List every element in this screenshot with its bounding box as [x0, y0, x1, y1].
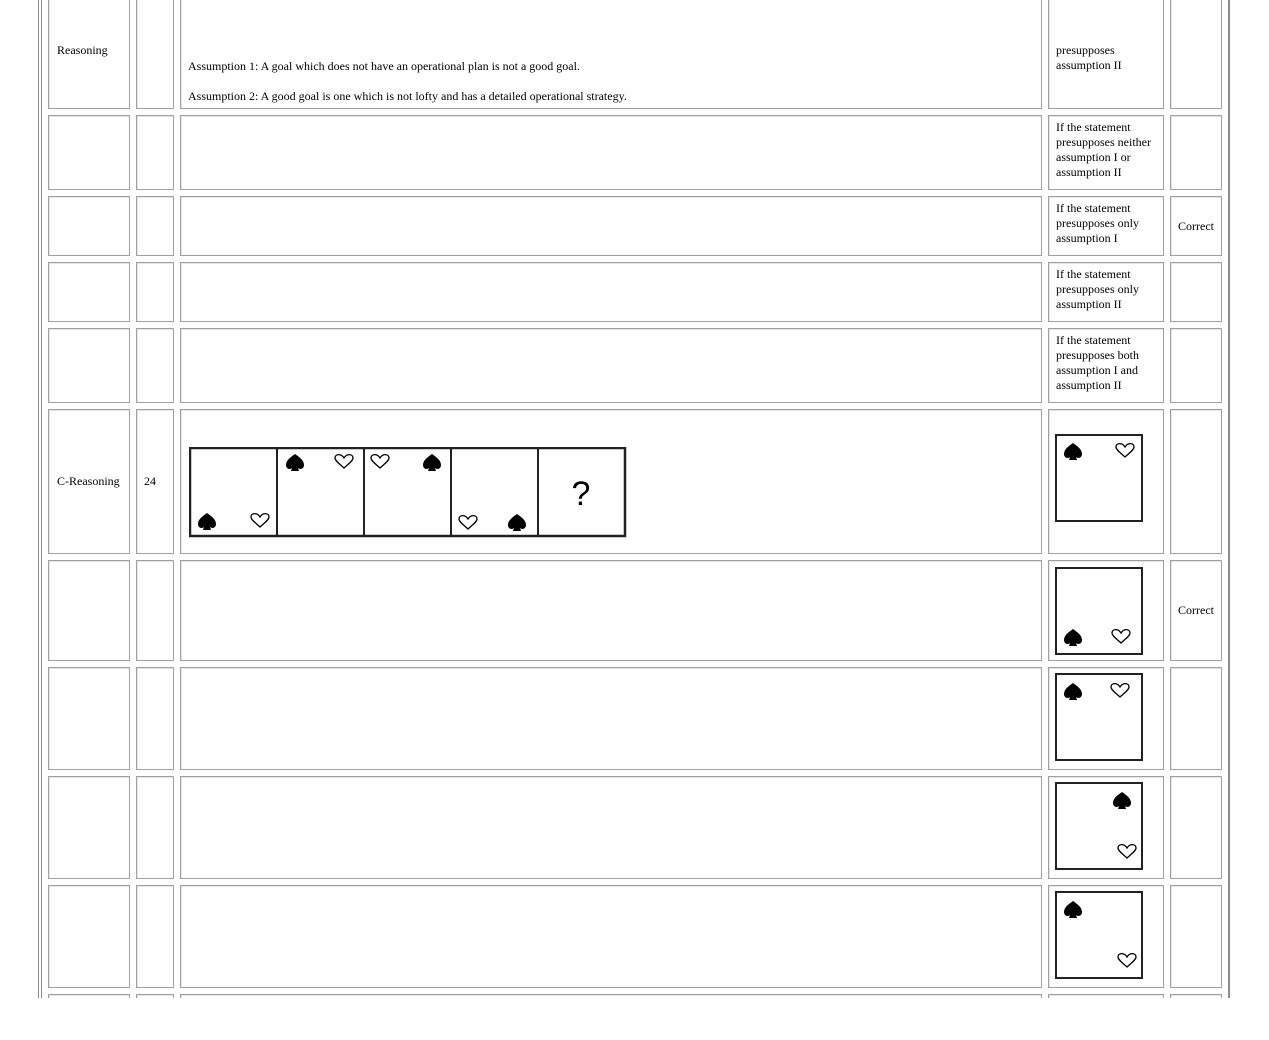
statement-cell [180, 885, 1042, 988]
option-cell[interactable]: If the statement presupposes only assumption I [1048, 196, 1164, 256]
question-mark: ? [571, 475, 591, 513]
question-number-cell [136, 115, 174, 190]
option-figure[interactable] [1055, 567, 1145, 657]
category-cell: C-Reasoning [48, 409, 130, 554]
option-figure[interactable] [1055, 434, 1145, 524]
question-figure-sequence [189, 447, 629, 542]
question-number-cell [136, 560, 174, 661]
table-row [48, 409, 1222, 554]
table-row [48, 776, 1222, 879]
question-number-cell [136, 196, 174, 256]
page-right-edge [1229, 0, 1230, 998]
statement-cell [180, 667, 1042, 770]
statement-cell [180, 328, 1042, 403]
category-cell [48, 328, 130, 403]
result-cell [1170, 0, 1222, 109]
category-cell [48, 667, 130, 770]
table-row [48, 115, 1222, 190]
option-cell[interactable] [1048, 885, 1164, 988]
category-cell [48, 776, 130, 879]
question-table [41, 0, 1229, 1020]
option-cell[interactable]: presupposes assumption II [1048, 0, 1164, 109]
option-cell[interactable]: If the statement presupposes both assumption I and assumption II [1048, 328, 1164, 403]
category-cell: Reasoning [48, 0, 130, 109]
table-row [48, 560, 1222, 661]
table-row [48, 328, 1222, 403]
table-row [48, 196, 1222, 256]
option-cell[interactable] [1048, 667, 1164, 770]
option-figure[interactable] [1055, 782, 1145, 872]
question-number-cell: 24 [136, 409, 174, 554]
statement-cell [180, 0, 1042, 109]
category-cell [48, 885, 130, 988]
category-cell [48, 115, 130, 190]
result-cell [1170, 885, 1222, 988]
result-cell: Correct [1170, 560, 1222, 661]
table-row [48, 262, 1222, 322]
option-figure[interactable] [1055, 891, 1145, 981]
statement-cell [180, 262, 1042, 322]
question-number-cell [136, 885, 174, 988]
option-cell[interactable]: If the statement presupposes neither assumption I or assumption II [1048, 115, 1164, 190]
option-cell[interactable] [1048, 776, 1164, 879]
result-cell [1170, 776, 1222, 879]
table-row [48, 0, 1222, 109]
category-cell [48, 560, 130, 661]
result-cell [1170, 667, 1222, 770]
result-cell: Correct [1170, 196, 1222, 256]
statement-cell [180, 196, 1042, 256]
option-figure[interactable] [1055, 673, 1145, 763]
result-cell [1170, 328, 1222, 403]
option-cell[interactable] [1048, 560, 1164, 661]
result-cell [1170, 262, 1222, 322]
result-cell [1170, 115, 1222, 190]
statement-cell [180, 115, 1042, 190]
statement-cell [180, 560, 1042, 661]
question-number-cell [136, 776, 174, 879]
result-cell [1170, 409, 1222, 554]
statement-cell [180, 409, 1042, 554]
question-number-cell [136, 667, 174, 770]
assumption-1-text: Assumption 1: A goal which does not have an operational plan is not a good goal. [188, 59, 580, 73]
page-left-edge [38, 0, 39, 998]
table-row [48, 885, 1222, 988]
page-bottom-margin [0, 998, 1269, 1040]
question-number-cell [136, 328, 174, 403]
question-number-cell [136, 262, 174, 322]
option-cell[interactable] [1048, 409, 1164, 554]
table-row [48, 667, 1222, 770]
category-cell [48, 196, 130, 256]
statement-cell [180, 776, 1042, 879]
category-cell [48, 262, 130, 322]
assumption-2-text: Assumption 2: A good goal is one which is not lofty and has a detailed operational strategy. [188, 89, 627, 103]
question-number-cell [136, 0, 174, 109]
option-cell[interactable]: If the statement presupposes only assumption II [1048, 262, 1164, 322]
